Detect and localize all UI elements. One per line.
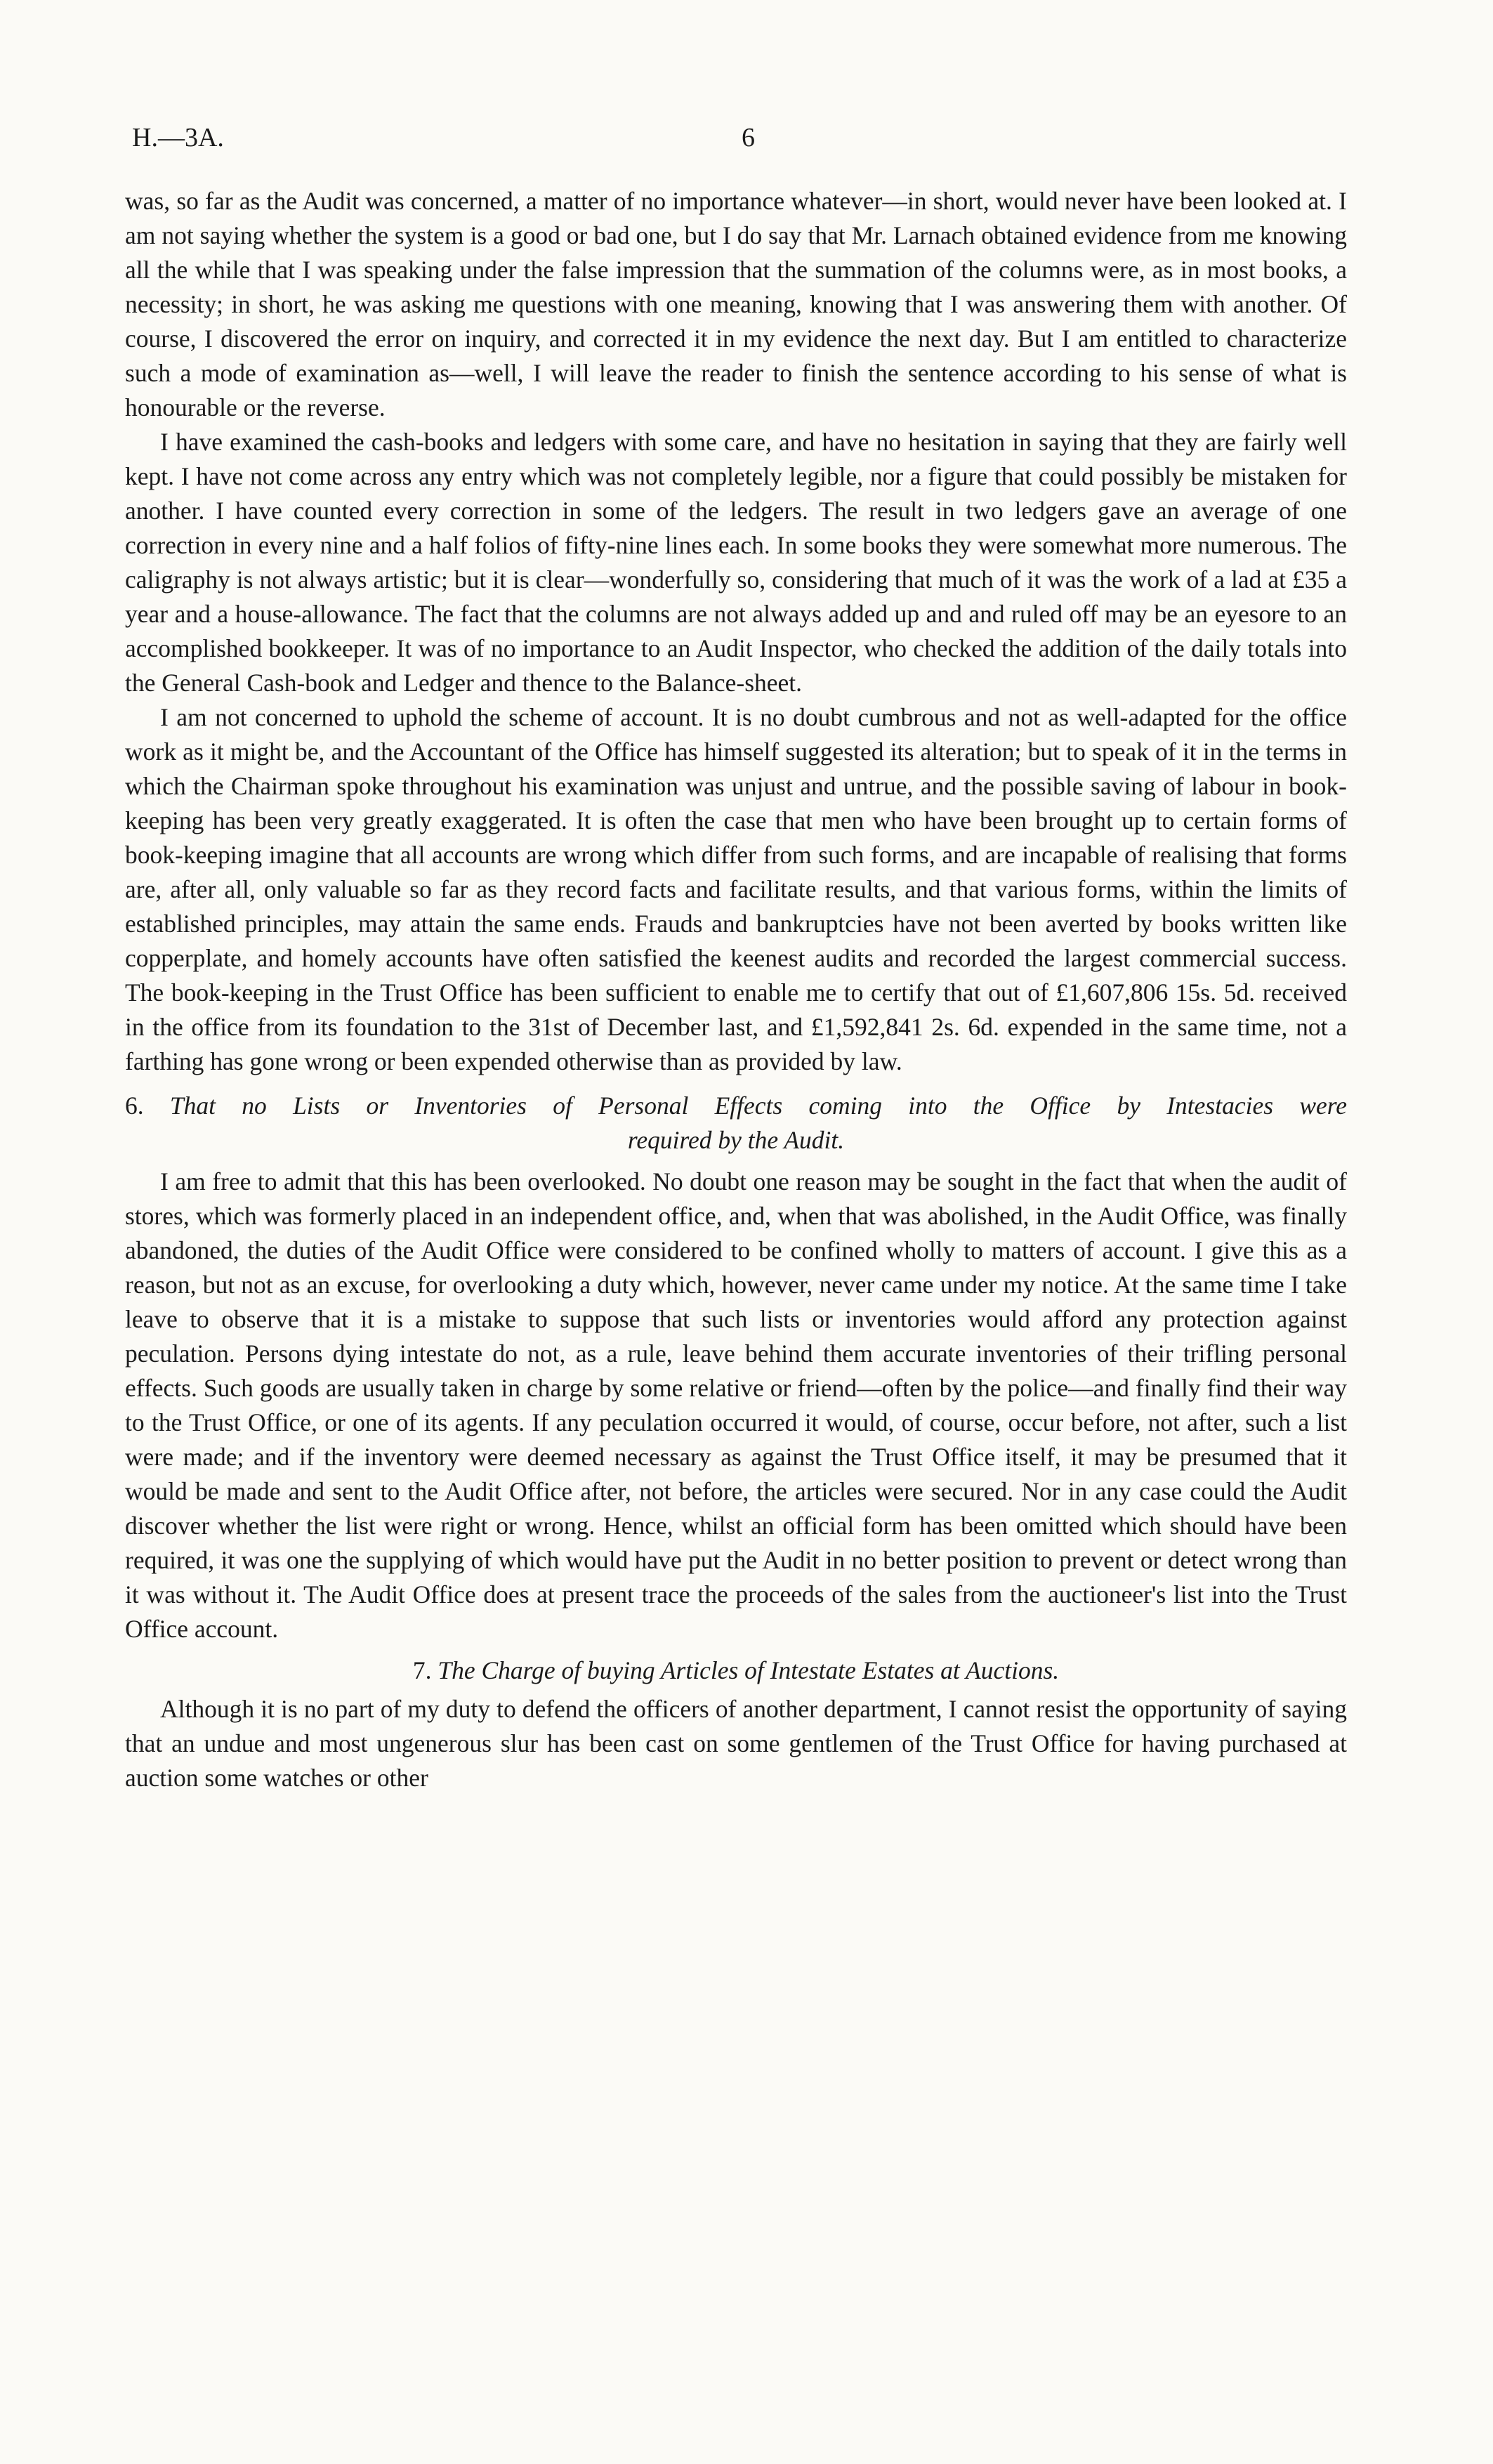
section-7-number: 7. xyxy=(412,1656,432,1684)
page-number: 6 xyxy=(742,123,755,152)
section-7-heading xyxy=(125,1653,1347,1688)
section-7-body: Although it is no part of my duty to defend the officers of another department, I cannot resist the opportunity of saying that an undue and most ungenerous slur has been cast on some gentlemen of the Trust Office for having purchased at auction some watches or other xyxy=(125,1695,1347,1792)
section-6-heading xyxy=(125,1089,1347,1158)
section-7-heading-text: The Charge of buying Articles of Intestate Estates at Auctions. xyxy=(438,1656,1060,1684)
section-6-body: I am free to admit that this has been overlooked. No doubt one reason may be sought in the fact that when the audit of stores, which was formerly placed in an independent office, and, when that was abolished, in the Audit Office, was finally abandoned, the duties of the Audit Office were considered to be confined wholly to matters of account. I give this as a reason, but not as an excuse, for overlooking a duty which, however, never came under my notice. At the same time I take leave to observe that it is a mistake to suppose that such lists or inventories would afford any protection against peculation. Persons dying intestate do not, as a rule, leave behind them accurate inventories of their trifling personal effects. Such goods are usually taken in charge by some relative or friend—often by the police—and finally find their way to the Trust Office, or one of its agents. If any peculation occurred it would, of course, occur before, not after, such a list were made; and if the inventory were deemed necessary as against the Trust Office itself, it may be presumed that it would be made and sent to the Audit Office after, not before, the articles were secured. Nor in any case could the Audit discover whether the list were right or wrong. Hence, whilst an official form has been omitted which should have been required, it was one the supplying of which would have put the Audit in no better position to prevent or detect wrong than it was without it. The Audit Office does at present trace the proceeds of the sales from the auctioneer's list into the Trust Office account. xyxy=(125,1167,1347,1643)
paragraph-scheme-of-account: I am not concerned to uphold the scheme of account. It is no doubt cumbrous and not as well-adapted for the office work as it might be, and the Accountant of the Office has himself suggested its alteration; but to speak of it in the terms in which the Chairman spoke throughout his examination was unjust and untrue, and the possible saving of labour in book-keeping has been very greatly exaggerated. It is often the case that men who have been brought up to certain forms of book-keeping imagine that all accounts are wrong which differ from such forms, and are incapable of realising that forms are, after all, only valuable so far as they record facts and facilitate results, and that various forms, within the limits of established principles, may attain the same ends. Frauds and bankruptcies have not been averted by books written like copperplate, and homely accounts have often satisfied the keenest audits and recorded the largest commercial success. The book-keeping in the Trust Office has been sufficient to enable me to certify that out of £1,607,806 15s. 5d. received in the office from its foundation to the 31st of December last, and £1,592,841 2s. 6d. expended in the same time, not a farthing has gone wrong or been expended otherwise than as provided by law. xyxy=(125,703,1347,1075)
document-page xyxy=(125,121,1347,1795)
paragraph-continuation: was, so far as the Audit was concerned, a matter of no importance whatever—in short, would never have been looked at. I am not saying whether the system is a good or bad one, but I do say that Mr. Larnach obtained evidence from me knowing all the while that I was speaking under the false impression that the summation of the columns were, as in most books, a necessity; in short, he was asking me questions with one meaning, knowing that I was answering them with another. Of course, I discovered the error on inquiry, and corrected it in my evidence the next day. But I am entitled to characterize such a mode of examination as—well, I will leave the reader to finish the sentence according to his sense of what is honourable or the reverse. xyxy=(125,187,1347,421)
section-6-heading-line2: required by the Audit. xyxy=(627,1126,845,1154)
section-6-heading-line1: That no Lists or Inventories of Personal Effects coming into the Office by Intestacies were xyxy=(169,1092,1348,1120)
paragraph-cash-books: I have examined the cash-books and ledgers with some care, and have no hesitation in saying that they are fairly well kept. I have not come across any entry which was not completely legible, nor a figure that could possibly be mistaken for another. I have counted every correction in some of the ledgers. The result in two ledgers gave an average of one correction in every nine and a half folios of fifty-nine lines each. In some books they were somewhat more numerous. The caligraphy is not always artistic; but it is clear—wonderfully so, considering that much of it was the work of a lad at £35 a year and a house-allowance. The fact that the columns are not always added up and and ruled off may be an eyesore to an accomplished bookkeeper. It was of no importance to an Audit Inspector, who checked the addition of the daily totals into the General Cash-book and Ledger and thence to the Balance-sheet. xyxy=(125,428,1347,697)
page-header xyxy=(125,121,1347,163)
document-reference: H.—3A. xyxy=(132,123,224,152)
section-6-number: 6. xyxy=(125,1092,144,1120)
